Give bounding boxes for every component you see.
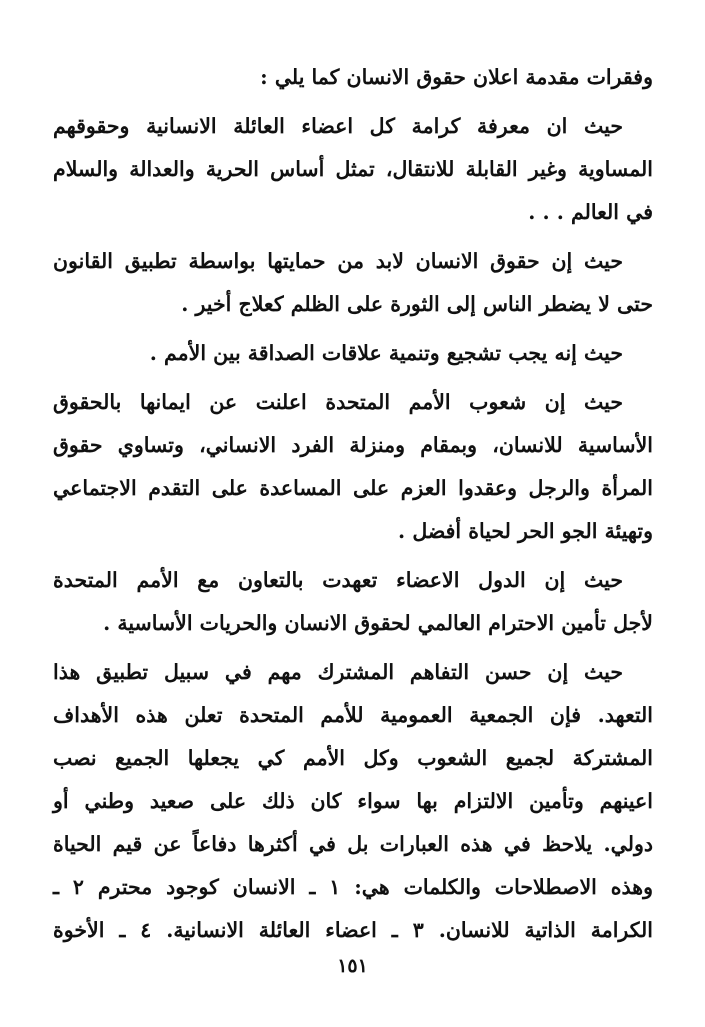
- text-line: حتى لا يضطر الناس إلى الثورة على الظلم كعلاج أخير .: [181, 292, 653, 316]
- page-number: ١٥١: [337, 955, 368, 977]
- paragraph-dignity: [53, 105, 653, 234]
- text-line: المشتركة لجميع الشعوب وكل الأمم كي يجعلها الجميع نصب: [53, 746, 653, 770]
- text-line: حيث إن الدول الاعضاء تعهدت بالتعاون مع الأمم المتحدة: [53, 568, 623, 592]
- paragraph-friendship: [53, 332, 653, 375]
- text-line: التعهد. فإن الجمعية العمومية للأمم المتحدة تعلن هذه الأهداف: [53, 703, 653, 727]
- text-line: لأجل تأمين الاحترام العالمي لحقوق الانسان والحريات الأساسية .: [103, 611, 653, 635]
- paragraph-understanding: [53, 651, 653, 952]
- body-text: [53, 56, 653, 952]
- text-line: اعينهم وتأمين الالتزام بها سواء كان ذلك على صعيد وطني أو: [53, 789, 653, 813]
- paragraph-law: [53, 240, 653, 326]
- text-line: وتهيئة الجو الحر لحياة أفضل .: [398, 519, 653, 543]
- text-line: حيث إن شعوب الأمم المتحدة اعلنت عن ايمانها بالحقوق: [53, 390, 623, 414]
- text-line: حيث إن حقوق الانسان لابد من حمايتها بواسطة تطبيق القانون: [53, 249, 623, 273]
- text-line: حيث إنه يجب تشجيع وتنمية علاقات الصداقة بين الأمم .: [149, 341, 623, 365]
- text-line: الكرامة الذاتية للانسان. ٣ ـ اعضاء العائلة الانسانية. ٤ ـ الأخوة: [53, 918, 653, 942]
- text-line: المرأة والرجل وعقدوا العزم على المساعدة على التقدم الاجتماعي: [53, 476, 653, 500]
- text-line: حيث ان معرفة كرامة كل اعضاء العائلة الانسانية وحقوقهم: [53, 114, 623, 138]
- paragraph-member-states: [53, 559, 653, 645]
- text-line: حيث إن حسن التفاهم المشترك مهم في سبيل تطبيق هذا: [53, 660, 623, 684]
- intro-paragraph: [53, 56, 653, 99]
- text-line: في العالم . . .: [528, 200, 653, 224]
- paragraph-peoples: [53, 381, 653, 553]
- text-line: الأساسية للانسان، وبمقام ومنزلة الفرد الانساني، وتساوي حقوق: [53, 433, 653, 457]
- text-line: دولي. يلاحظ في هذه العبارات بل في أكثرها دفاعاً عن قيم الحياة: [53, 832, 653, 856]
- text-line: المساوية وغير القابلة للانتقال، تمثل أساس الحرية والعدالة والسلام: [53, 157, 653, 181]
- text-line: وفقرات مقدمة اعلان حقوق الانسان كما يلي :: [260, 65, 653, 89]
- text-line: وهذه الاصطلاحات والكلمات هي: ١ ـ الانسان كوجود محترم ٢ ـ: [53, 875, 653, 899]
